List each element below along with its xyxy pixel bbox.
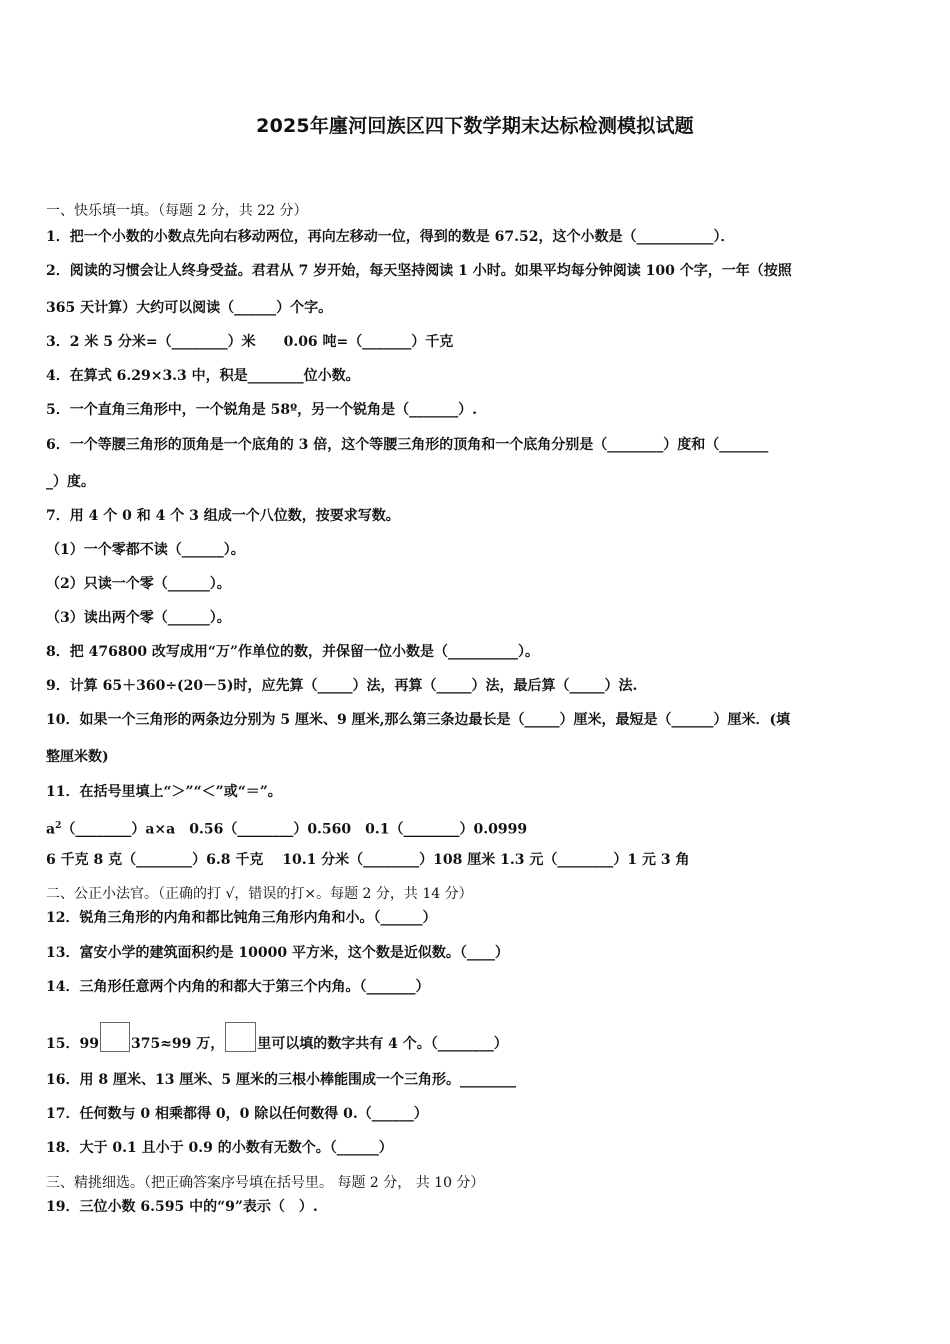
question-7-part-3: （3）读出两个零（______）。	[46, 610, 231, 626]
question-9: 9．计算 65＋360÷(20－5)时，应先算（_____）法，再算（_____）法，最后算（_____）法.	[46, 678, 638, 694]
q15-part-b: 375≈99 万，	[130, 1036, 225, 1052]
question-18: 18．大于 0.1 且小于 0.9 的小数有无数个。（______）	[46, 1140, 393, 1156]
section-heading-multiple-choice: 三、精挑细选。（把正确答案序号填在括号里。 每题 2 分， 共 10 分）	[46, 1175, 485, 1191]
q11-a-exponent: 2	[55, 821, 62, 831]
question-12: 12．锐角三角形的内角和都比钝角三角形内角和小。（______）	[46, 910, 437, 926]
question-3: 3．2 米 5 分米=（________）米 0.06 吨=（_______）千克	[46, 334, 454, 350]
question-16: 16．用 8 厘米、13 厘米、5 厘米的三根小棒能围成一个三角形。________	[46, 1072, 516, 1088]
question-1: 1．把一个小数的小数点先向右移动两位，再向左移动一位，得到的数是 67.52，这个小数是（___________）．	[46, 229, 735, 245]
question-11: 11．在括号里填上“＞”“＜”或“＝”。	[46, 784, 282, 800]
section-heading-fill-in: 一、快乐填一填。（每题 2 分，共 22 分）	[46, 203, 308, 219]
question-10-line-1: 10．如果一个三角形的两条边分别为 5 厘米、9 厘米,那么第三条边最长是（_____）厘米，最短是（______）厘米．(填	[46, 712, 791, 728]
question-15	[46, 1022, 508, 1054]
question-7-part-1: （1）一个零都不读（______）。	[46, 542, 245, 558]
section-heading-true-false: 二、公正小法官。（正确的打 √，错误的打×。每题 2 分，共 14 分）	[46, 886, 473, 902]
question-11-row-2: 6 千克 8 克（________）6.8 千克 10.1 分米（________）108 厘米 1.3 元（________）1 元 3 角	[46, 852, 690, 868]
question-2-line-2: 365 天计算）大约可以阅读（______）个字。	[46, 300, 333, 316]
question-11-row-1	[46, 816, 527, 840]
question-7: 7．用 4 个 0 和 4 个 3 组成一个八位数，按要求写数。	[46, 508, 400, 524]
question-2-line-1: 2．阅读的习惯会让人终身受益。君君从 7 岁开始，每天坚持阅读 1 小时。如果平均每分钟阅读 100 个字，一年（按照	[46, 263, 792, 279]
blank-box-2	[225, 1022, 256, 1052]
question-7-part-2: （2）只读一个零（______）。	[46, 576, 231, 592]
question-5: 5．一个直角三角形中，一个锐角是 58º，另一个锐角是（_______）.	[46, 402, 477, 418]
q11-row-1-rest: （________）a×a 0.56（________）0.560 0.1（________）0.0999	[61, 821, 528, 838]
blank-box-1	[100, 1022, 130, 1052]
question-13: 13．富安小学的建筑面积约是 10000 平方米，这个数是近似数。（____）	[46, 945, 509, 961]
question-14: 14．三角形任意两个内角的和都大于第三个内角。（_______）	[46, 979, 430, 995]
question-6-line-2: _）度。	[46, 474, 95, 490]
question-6-line-1: 6．一个等腰三角形的顶角是一个底角的 3 倍，这个等腰三角形的顶角和一个底角分别是（________）度和（_______	[46, 437, 769, 453]
question-8: 8．把 476800 改写成用“万”作单位的数，并保留一位小数是（__________）。	[46, 644, 540, 660]
page-title: 2025年廛河回族区四下数学期末达标检测模拟试题	[256, 115, 694, 137]
question-17: 17．任何数与 0 相乘都得 0，0 除以任何数得 0.（______）	[46, 1106, 428, 1122]
question-4: 4．在算式 6.29×3.3 中，积是________位小数。	[46, 368, 360, 384]
question-10-line-2: 整厘米数)	[46, 749, 109, 765]
q11-a-base: a	[46, 821, 56, 838]
q15-part-a: 15．99	[46, 1036, 99, 1052]
question-19: 19．三位小数 6.595 中的“9”表示（ ）.	[46, 1199, 318, 1215]
q15-part-c: 里可以填的数字共有 4 个。（________）	[257, 1036, 508, 1052]
